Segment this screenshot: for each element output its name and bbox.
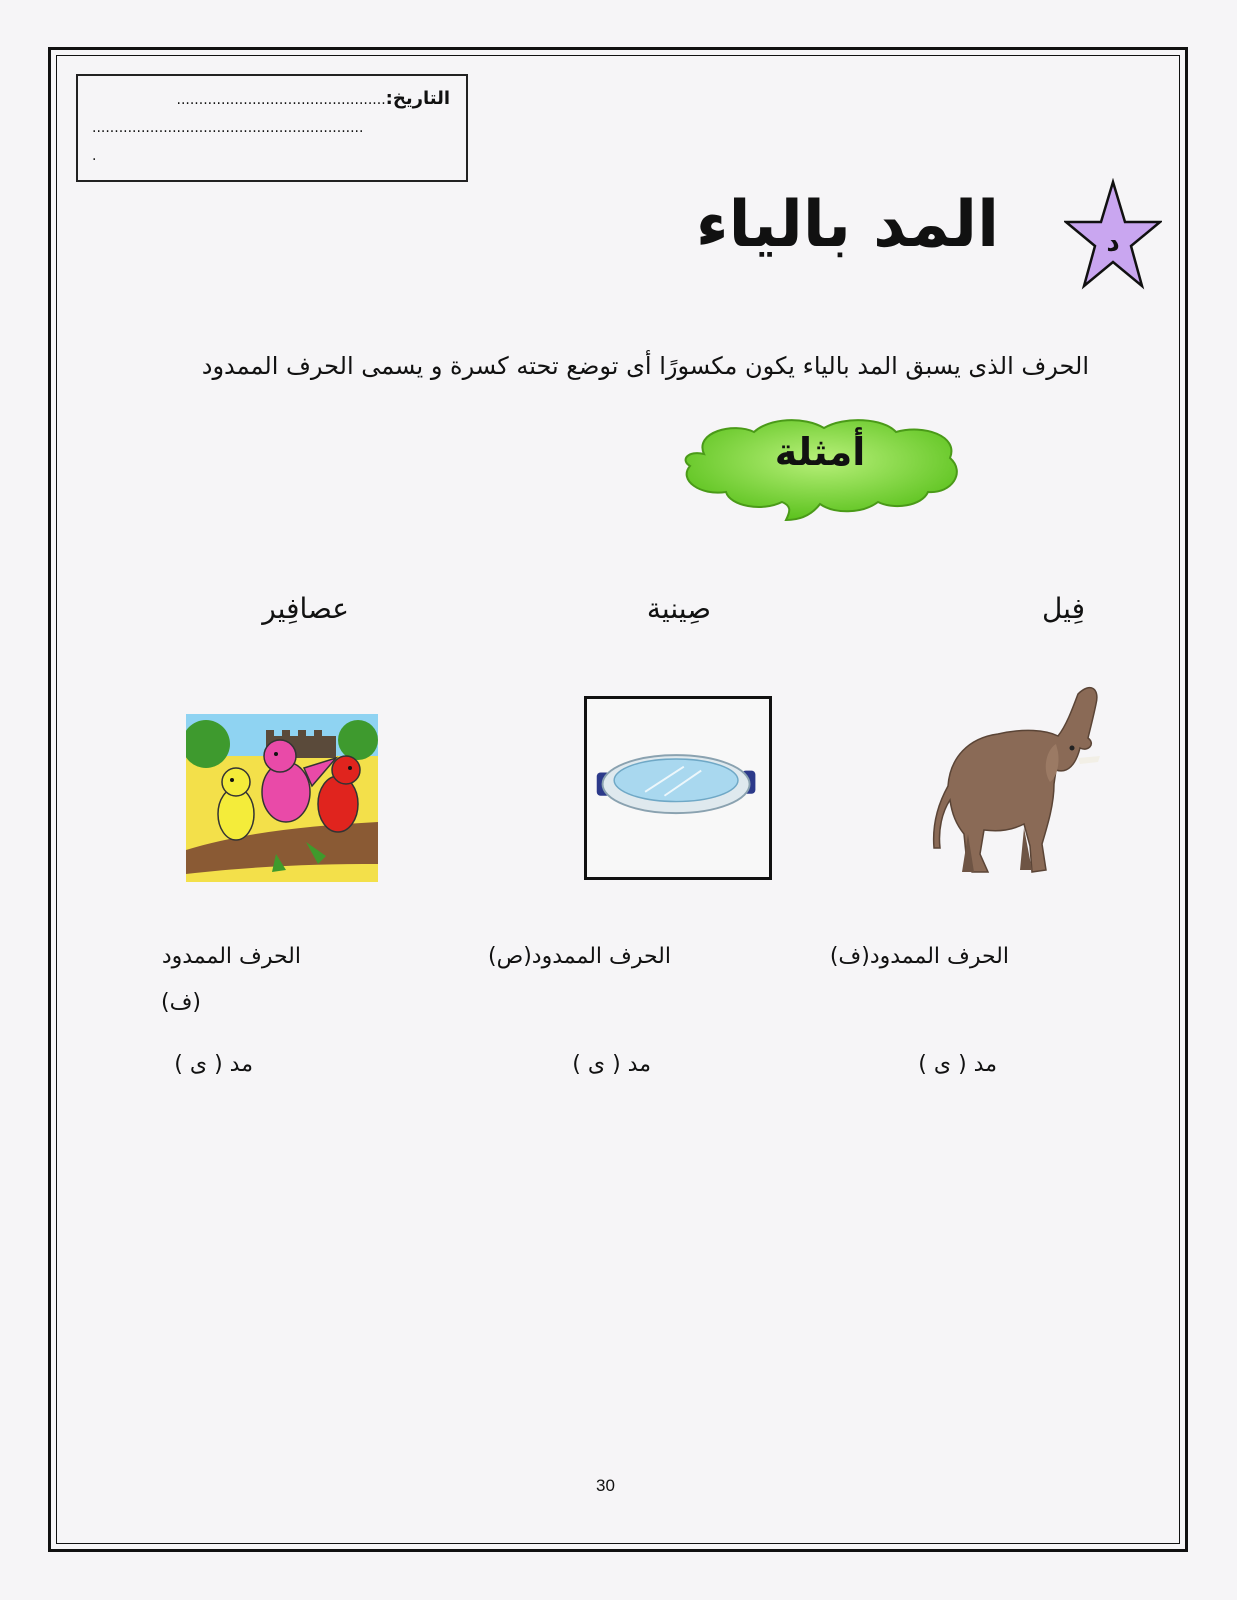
sparrows-image (186, 714, 378, 882)
example-madd-asafir: مد ( ى ) (174, 1052, 253, 1077)
elephant-image (928, 674, 1106, 884)
example-madd-siniya: مد ( ى ) (572, 1052, 651, 1077)
date-dots-line1: ............................................... (176, 92, 386, 108)
example-letter-label-fil: الحرف الممدود(ف) (829, 944, 1009, 969)
date-label: التاريخ: (385, 88, 450, 109)
date-dots-line3: . (92, 148, 97, 164)
example-madd-fil: مد ( ى ) (918, 1052, 997, 1077)
rule-text: الحرف الذى يسبق المد بالياء يكون مكسورًا أى توضع تحته كسرة و يسمى الحرف الممدود (201, 352, 1089, 380)
example-letter-label-asafir-line2: (ف) (161, 990, 201, 1015)
date-dots-line2: ............................................................. (92, 120, 364, 136)
examples-label: أمثلة (774, 430, 866, 474)
examples-cloud (674, 414, 966, 532)
date-box (76, 74, 468, 182)
page-number: 30 (596, 1476, 615, 1495)
example-word-siniya: صِينية (646, 592, 711, 625)
date-label-row (177, 88, 451, 109)
tray-image (584, 696, 772, 880)
example-letter-label-siniya: الحرف الممدود(ص) (488, 944, 671, 969)
example-letter-label-asafir-line1: الحرف الممدود (161, 944, 301, 969)
lesson-star-badge (1064, 178, 1162, 296)
lesson-letter: د (1106, 228, 1120, 258)
example-word-fil: فِيل (1041, 592, 1085, 625)
page-title: المد بالياء (695, 188, 999, 262)
example-word-asafir: عصافِير (262, 592, 349, 625)
